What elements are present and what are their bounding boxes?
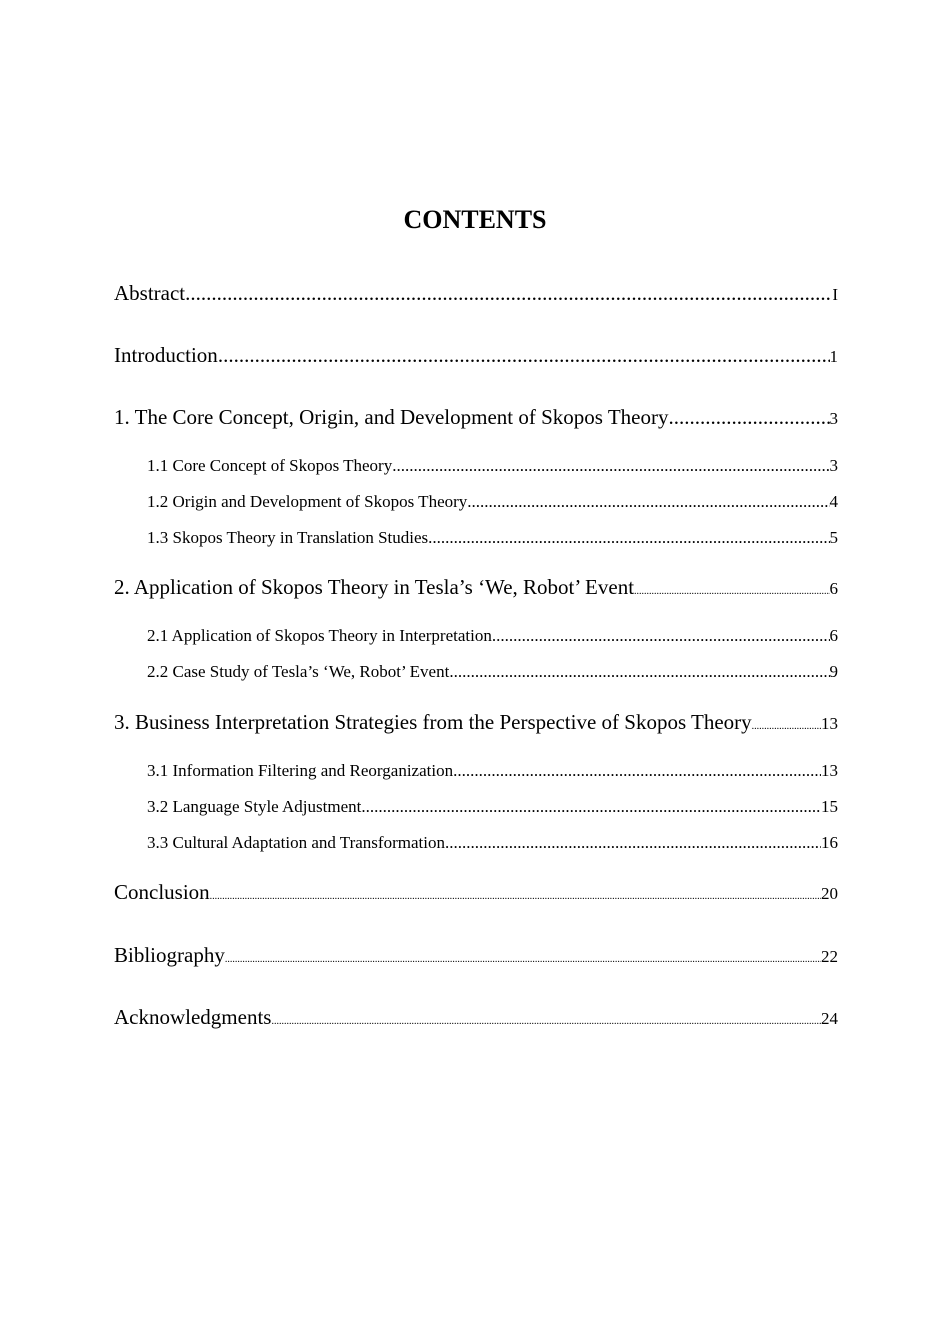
toc-entry-section-2-2[interactable] — [147, 661, 838, 683]
toc-page-number: 22 — [821, 947, 838, 966]
toc-entry-abstract[interactable] — [114, 279, 838, 309]
toc-page-number: 9 — [829, 662, 838, 681]
toc-entry-section-3-1[interactable] — [147, 760, 838, 782]
toc-entry-chapter-1[interactable] — [114, 403, 838, 433]
dot-leader — [668, 403, 829, 431]
dot-leader — [492, 625, 830, 647]
dot-leader — [218, 341, 830, 369]
toc-page-number: 20 — [821, 884, 838, 903]
toc-entry-chapter-2[interactable] — [114, 573, 838, 606]
dot-leader — [428, 527, 829, 549]
toc-page-number: 1 — [829, 347, 838, 366]
toc-entry-title: 1.3 Skopos Theory in Translation Studies — [147, 528, 429, 547]
toc-entry-bibliography[interactable] — [114, 941, 838, 974]
toc-entry-introduction[interactable] — [114, 341, 838, 371]
toc-entry-section-3-3[interactable] — [147, 832, 838, 854]
toc-entry-title: 2.1 Application of Skopos Theory in Interpretation — [147, 626, 492, 645]
toc-page-number: 13 — [821, 761, 838, 780]
toc-entry-title: 3. Business Interpretation Strategies from the Perspective of Skopos Theory — [114, 710, 752, 734]
dot-leader — [467, 491, 829, 513]
dot-leader — [271, 1008, 821, 1036]
toc-page-number: I — [832, 285, 838, 304]
toc-entry-title: 2.2 Case Study of Tesla’s ‘We, Robot’ Event — [147, 662, 450, 681]
toc-page-number: 24 — [821, 1009, 838, 1028]
toc-entry-title: 3.3 Cultural Adaptation and Transformation — [147, 833, 445, 852]
toc-entry-section-1-3[interactable] — [147, 527, 838, 549]
toc-entry-section-2-1[interactable] — [147, 625, 838, 647]
dot-leader — [449, 661, 829, 683]
toc-entry-chapter-3[interactable] — [114, 708, 838, 741]
toc-entry-title: Acknowledgments — [114, 1005, 272, 1029]
toc-entry-section-1-1[interactable] — [147, 455, 838, 477]
dot-leader — [210, 883, 821, 911]
dot-leader — [445, 832, 821, 854]
toc-entry-title: 2. Application of Skopos Theory in Tesla’s ‘We, Robot’ Event — [114, 575, 635, 599]
toc-entry-title: Abstract — [114, 281, 186, 305]
toc-entry-title: 1.2 Origin and Development of Skopos Theory — [147, 492, 468, 511]
toc-entry-title: Introduction — [114, 343, 218, 367]
dot-leader — [392, 455, 829, 477]
toc-entry-section-1-2[interactable] — [147, 491, 838, 513]
toc-page-number: 6 — [829, 579, 838, 598]
dot-leader — [634, 578, 829, 606]
toc-entry-section-3-2[interactable] — [147, 796, 838, 818]
toc-entry-acknowledgments[interactable] — [114, 1003, 838, 1036]
toc-page-number: 5 — [829, 528, 838, 547]
toc-page-number: 4 — [829, 492, 838, 511]
toc-page-number: 15 — [821, 797, 838, 816]
dot-leader — [361, 796, 821, 818]
toc-entry-conclusion[interactable] — [114, 878, 838, 911]
toc-entry-title: 1. The Core Concept, Origin, and Development of Skopos Theory — [114, 405, 669, 429]
toc-entry-title: 1.1 Core Concept of Skopos Theory — [147, 456, 393, 475]
dot-leader — [453, 760, 821, 782]
dot-leader — [225, 946, 821, 974]
dot-leader — [185, 279, 832, 307]
toc-page-number: 6 — [829, 626, 838, 645]
toc-entry-title: 3.1 Information Filtering and Reorganization — [147, 761, 454, 780]
page-title: CONTENTS — [403, 205, 547, 234]
dot-leader — [752, 713, 821, 741]
toc-page-number: 16 — [821, 833, 838, 852]
toc-entry-title: Conclusion — [114, 880, 210, 904]
toc-page-number: 13 — [821, 714, 838, 733]
toc-page-number: 3 — [829, 456, 838, 475]
toc-page-number: 3 — [829, 409, 838, 428]
toc-entry-title: Bibliography — [114, 943, 225, 967]
toc-entry-title: 3.2 Language Style Adjustment — [147, 797, 362, 816]
